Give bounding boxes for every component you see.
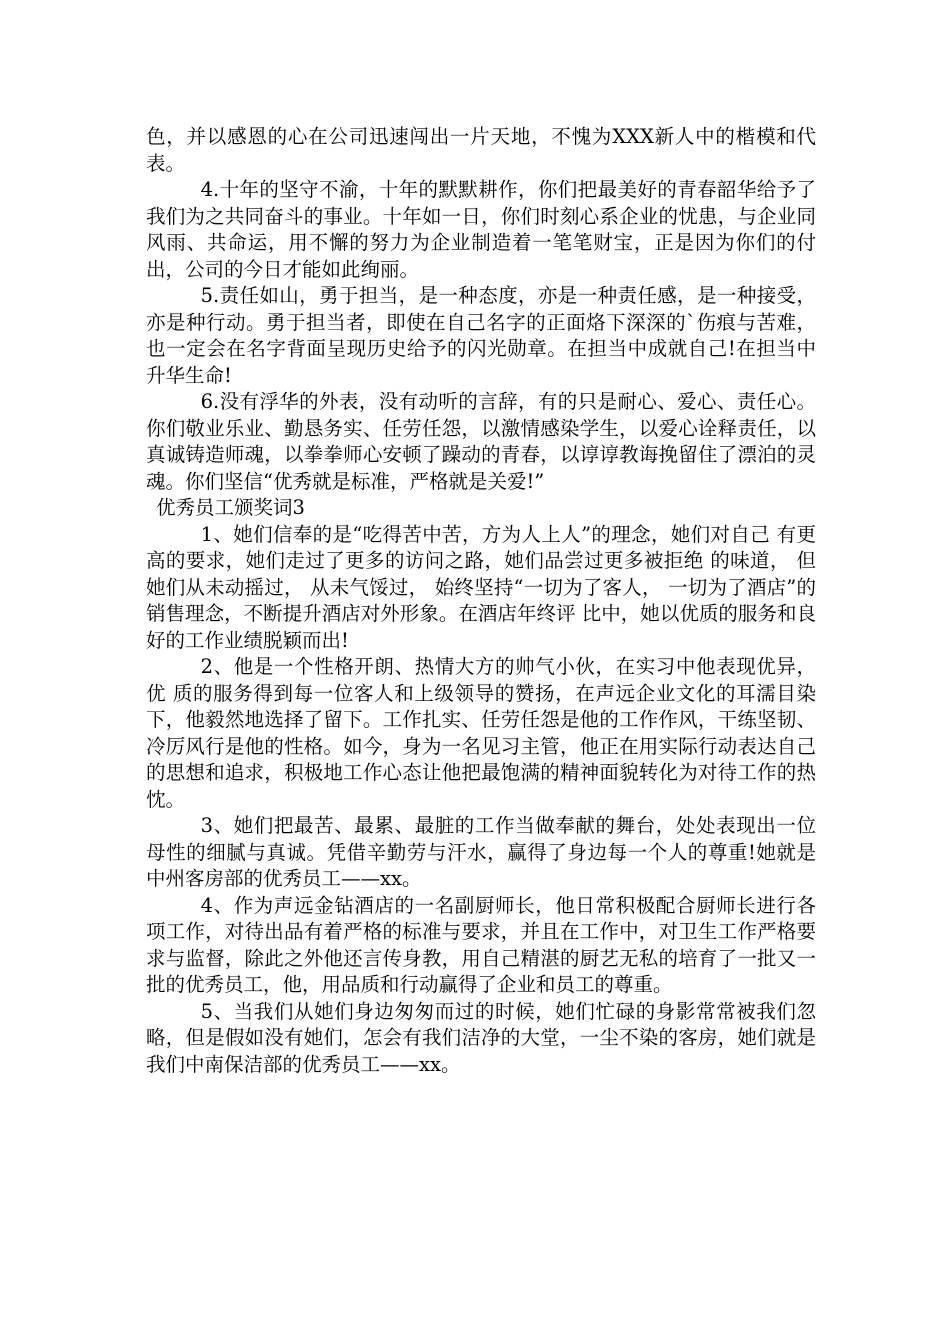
paragraph-7: 3、她们把最苦、最累、最脏的工作当做奉献的舞台，处处表现出一位母性的细腻与真诚。凭借辛勤劳与汗水，赢得了身边每一个人的尊重!她就是中州客房部的优秀员工——xx。: [146, 814, 816, 890]
document-body: [146, 124, 816, 1078]
paragraph-4: 6.没有浮华的外表，没有动听的言辞，有的只是耐心、爱心、责任心。你们敬业乐业、勤恳务实、任劳任怨，以激情感染学生，以爱心诠释责任，以真诚铸造师魂，以拳拳师心安顿了躁动的青春，以谆谆教诲挽留住了漂泊的灵魂。你们坚信“优秀就是标准，严格就是关爱!”: [146, 390, 816, 493]
paragraph-9: 5、当我们从她们身边匆匆而过的时候，她们忙碌的身影常常被我们忽略，但是假如没有她们，怎会有我们洁净的大堂，一尘不染的客房，她们就是我们中南保洁部的优秀员工——xx。: [146, 999, 816, 1076]
paragraph-2: 4.十年的坚守不渝，十年的默默耕作，你们把最美好的青春韶华给予了我们为之共同奋斗的事业。十年如一日，你们时刻心系企业的忧患，与企业同风雨、共命运，用不懈的努力为企业制造着一笔笔财宝，正是因为你们的付出，公司的今日才能如此绚丽。: [146, 178, 816, 281]
paragraph-1: 色，并以感恩的心在公司迅速闯出一片天地，不愧为XXX新人中的楷模和代表。: [146, 125, 816, 175]
section-heading: 优秀员工颁奖词3: [156, 496, 305, 519]
paragraph-3: 5.责任如山，勇于担当，是一种态度，亦是一种责任感，是一种接受，亦是种行动。勇于担当者，即使在自己名字的正面烙下深深的`伤痕与苦难，也一定会在名字背面呈现历史给予的闪光勋章。在担当中成就自己!在担当中升华生命!: [146, 284, 816, 387]
paragraph-5: 1、她们信奉的是“吃得苦中苦，方为人上人”的理念，她们对自己 有更高的要求，她们走过了更多的访问之路，她们品尝过更多被拒绝 的味道， 但她们从未动摇过， 从未气馁过， 始终坚持“一切为了客人， 一切为了酒店”的销售理念，不断提升酒店对外形象。在酒店年终评 比中，她以优质的服务和良好的工作业绩脱颖而出!: [146, 522, 816, 652]
paragraph-6: 2、他是一个性格开朗、热情大方的帅气小伙，在实习中他表现优异，优 质的服务得到每一位客人和上级领导的赞扬，在声远企业文化的耳濡目染下，他毅然地选择了留下。工作扎实、任劳任怨是他的工作作风，干练坚韧、冷厉风行是他的性格。如今，身为一名见习主管，他正在用实际行动表达自己的思想和追求，积极地工作心态让他把最饱满的精神面貌转化为对待工作的热忱。: [146, 655, 816, 811]
paragraph-8: 4、作为声远金钻酒店的一名副厨师长，他日常积极配合厨师长进行各项工作，对待出品有着严格的标准与要求，并且在工作中，对卫生工作严格要求与监督，除此之外他还言传身教，用自己精湛的厨艺无私的培育了一批又一批的优秀员工，他，用品质和行动赢得了企业和员工的尊重。: [146, 893, 816, 996]
